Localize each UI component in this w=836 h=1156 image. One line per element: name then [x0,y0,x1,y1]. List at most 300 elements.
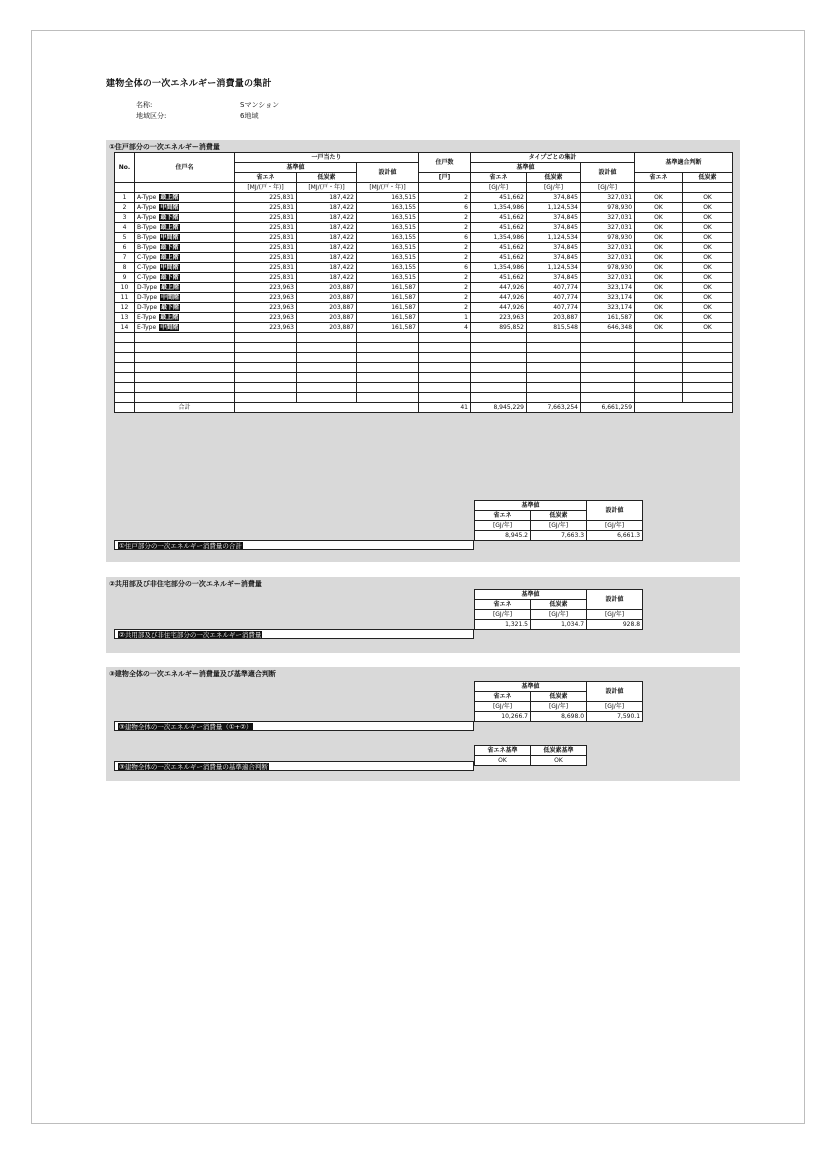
row-position: 最上階 [160,224,179,231]
unit-label: [MJ/(戸・年)] [357,183,419,193]
row-judge-saene: OK [635,203,683,213]
row-judge-teitanso: OK [683,193,733,203]
blank-cell [235,403,419,413]
row-judge-saene: OK [635,213,683,223]
blank-cell [635,363,683,373]
row-count: 2 [419,223,471,233]
blank-cell [419,353,471,363]
row-type: A-Type [137,214,157,221]
row-no: 9 [115,273,135,283]
row-judge-teitanso: OK [683,253,733,263]
hdr-teitanso: 低炭素 [531,600,587,610]
blank-cell [419,383,471,393]
row-unit-name [135,323,235,333]
row-judge-teitanso: OK [683,293,733,303]
blank-cell [527,393,581,403]
col-judge-teitanso: 低炭素 [683,173,733,183]
col-count-unit: [戸] [419,173,471,183]
judge-label [114,761,474,771]
row-count: 2 [419,283,471,293]
row-std-teitanso: 187,422 [297,223,357,233]
empty-row [115,373,733,383]
blank-cell [471,333,527,343]
row-std-teitanso: 203,887 [297,303,357,313]
row-position: 最下階 [160,274,179,281]
row-total-design: 161,587 [581,313,635,323]
row-judge-saene: OK [635,233,683,243]
row-std-saene: 225,831 [235,273,297,283]
col-type-total: タイプごとの集計 [471,153,635,163]
row-judge-saene: OK [635,193,683,203]
row-judge-saene: OK [635,283,683,293]
row-total-teitanso: 407,774 [527,283,581,293]
blank-cell [471,363,527,373]
common-teitanso: 1,034.7 [531,620,587,630]
blank-cell [115,393,135,403]
blank-cell [235,383,297,393]
row-judge-saene: OK [635,293,683,303]
col-design: 設計値 [357,163,419,183]
row-count: 2 [419,213,471,223]
row-total-teitanso: 374,845 [527,273,581,283]
row-total-teitanso: 374,845 [527,213,581,223]
row-no: 13 [115,313,135,323]
row-no: 2 [115,203,135,213]
row-no: 7 [115,253,135,263]
table-row [115,273,733,283]
row-total-teitanso: 1,124,534 [527,263,581,273]
blank-cell [635,353,683,363]
blank-cell [297,383,357,393]
blank-cell [527,383,581,393]
hdr-standard: 基準値 [475,590,587,600]
table-row [115,193,733,203]
row-design: 163,515 [357,223,419,233]
empty-row [115,363,733,373]
row-total-saene: 447,926 [471,293,527,303]
row-std-teitanso: 203,887 [297,323,357,333]
blank-cell [635,403,733,413]
unit-label: [GJ/年] [581,183,635,193]
hdr-design: 設計値 [587,501,643,521]
judge-saene: OK [475,756,531,766]
table-row [115,303,733,313]
row-no: 8 [115,263,135,273]
row-no: 12 [115,303,135,313]
total-row [115,403,733,413]
blank-cell [115,353,135,363]
hdr-teitanso: 低炭素 [531,511,587,521]
row-total-saene: 451,662 [471,253,527,263]
summary-design: 6,661.3 [587,531,643,541]
row-judge-teitanso: OK [683,303,733,313]
row-type: B-Type [137,234,157,241]
col-design: 設計値 [581,163,635,183]
row-position: 最上階 [160,314,179,321]
row-no: 5 [115,233,135,243]
row-total-saene: 1,354,986 [471,203,527,213]
blank-cell [471,353,527,363]
row-total-teitanso: 374,845 [527,253,581,263]
row-count: 2 [419,303,471,313]
common-saene: 1,321.5 [475,620,531,630]
hdr-standard: 基準値 [475,682,587,692]
row-total-saene: 451,662 [471,193,527,203]
table-row [115,223,733,233]
summary-label [114,540,474,550]
row-count: 6 [419,263,471,273]
blank-cell [235,343,297,353]
hdr-saene: 省エネ [475,511,531,521]
row-std-saene: 225,831 [235,193,297,203]
row-total-saene: 895,852 [471,323,527,333]
hdr-unit: [GJ/年] [531,521,587,531]
hdr-unit: [GJ/年] [587,702,643,712]
blank-cell [115,343,135,353]
row-std-saene: 223,963 [235,303,297,313]
row-no: 11 [115,293,135,303]
blank-cell [357,333,419,343]
blank-cell [135,373,235,383]
blank-cell [235,353,297,363]
blank-cell [581,333,635,343]
row-std-saene: 225,831 [235,213,297,223]
summary-saene: 8,945.2 [475,531,531,541]
document-title: 建物全体の一次エネルギー消費量の集計 [106,79,272,89]
blank-cell [135,383,235,393]
blank-cell [357,373,419,383]
row-total-saene: 1,354,986 [471,233,527,243]
hdr-teitanso: 低炭素 [531,692,587,702]
row-total-design: 323,174 [581,293,635,303]
row-type: D-Type [137,304,158,311]
section-title: ①住戸部分の一次エネルギー消費量 [109,143,220,151]
row-design: 163,515 [357,243,419,253]
blank-cell [135,343,235,353]
row-total-teitanso: 203,887 [527,313,581,323]
row-judge-saene: OK [635,223,683,233]
blank-cell [419,393,471,403]
row-unit-name [135,243,235,253]
row-design: 161,587 [357,283,419,293]
blank-cell [115,333,135,343]
table-row [115,203,733,213]
hdr-unit: [GJ/年] [587,521,643,531]
building-label [114,721,474,731]
row-total-teitanso: 407,774 [527,303,581,313]
blank-cell [471,393,527,403]
col-no: No. [115,153,135,183]
row-std-teitanso: 187,422 [297,213,357,223]
row-type: D-Type [137,294,158,301]
blank-cell [419,333,471,343]
judge-hdr-teitanso: 低炭素基準 [531,746,587,756]
blank-cell [683,393,733,403]
section-title: ②共用部及び非住宅部分の一次エネルギー消費量 [109,580,262,588]
meta-key: 地域区分: [136,112,167,120]
unit-label: [GJ/年] [471,183,527,193]
row-std-saene: 225,831 [235,263,297,273]
blank-cell [635,383,683,393]
row-position: 最下階 [160,214,179,221]
row-judge-saene: OK [635,323,683,333]
row-count: 2 [419,193,471,203]
col-unit-name: 住戸名 [135,153,235,183]
row-total-saene: 1,354,986 [471,263,527,273]
blank-cell [635,393,683,403]
row-total-saene: 447,926 [471,283,527,293]
row-unit-name [135,313,235,323]
row-count: 2 [419,293,471,303]
col-saene: 省エネ [471,173,527,183]
row-type: E-Type [137,324,157,331]
row-total-teitanso: 374,845 [527,243,581,253]
col-saene: 省エネ [235,173,297,183]
row-std-teitanso: 187,422 [297,233,357,243]
row-position: 最下階 [160,244,179,251]
row-design: 163,155 [357,233,419,243]
building-saene: 10,266.7 [475,712,531,722]
col-per-unit: 一戸当たり [235,153,419,163]
meta-value: Sマンション [240,101,280,109]
row-total-teitanso: 1,124,534 [527,203,581,213]
hdr-unit: [GJ/年] [475,610,531,620]
blank-cell [135,333,235,343]
row-std-teitanso: 187,422 [297,193,357,203]
row-count: 1 [419,313,471,323]
row-judge-saene: OK [635,243,683,253]
row-judge-teitanso: OK [683,223,733,233]
judge-teitanso: OK [531,756,587,766]
row-design: 163,515 [357,213,419,223]
hdr-saene: 省エネ [475,692,531,702]
row-std-saene: 223,963 [235,283,297,293]
row-total-teitanso: 1,124,534 [527,233,581,243]
blank-cell [581,353,635,363]
blank-cell [357,353,419,363]
blank-cell [115,383,135,393]
row-total-design: 327,031 [581,193,635,203]
hdr-unit: [GJ/年] [587,610,643,620]
row-judge-saene: OK [635,313,683,323]
blank-cell [297,363,357,373]
row-std-saene: 225,831 [235,253,297,263]
judge-label-text: ③建物全体の一次エネルギー消費量の基準適合判断 [119,763,268,771]
table-row [115,213,733,223]
section-title: ③建物全体の一次エネルギー消費量及び基準適合判断 [109,670,276,678]
row-type: A-Type [137,194,157,201]
row-design: 163,155 [357,203,419,213]
empty-row [115,343,733,353]
row-unit-name [135,233,235,243]
col-teitanso: 低炭素 [527,173,581,183]
blank-cell [135,183,235,193]
blank-cell [527,363,581,373]
common-label-text: ②共用部及び非住宅部分の一次エネルギー消費量 [119,631,262,639]
row-std-teitanso: 187,422 [297,253,357,263]
row-type: B-Type [137,224,157,231]
total-label: 合計 [135,403,235,413]
empty-row [115,333,733,343]
row-total-saene: 451,662 [471,213,527,223]
blank-cell [527,343,581,353]
meta-key: 名称: [136,101,153,109]
blank-cell [683,363,733,373]
row-judge-teitanso: OK [683,313,733,323]
blank-cell [115,363,135,373]
row-judge-teitanso: OK [683,263,733,273]
row-total-saene: 451,662 [471,243,527,253]
unit-label: [GJ/年] [527,183,581,193]
blank-cell [357,383,419,393]
blank-cell [581,393,635,403]
row-std-teitanso: 203,887 [297,293,357,303]
row-total-saene: 447,926 [471,303,527,313]
row-no: 3 [115,213,135,223]
row-position: 中間階 [161,294,180,301]
row-no: 1 [115,193,135,203]
section-units [106,140,740,562]
blank-cell [527,373,581,383]
blank-cell [683,383,733,393]
row-judge-saene: OK [635,303,683,313]
blank-cell [419,363,471,373]
row-position: 最上階 [160,194,179,201]
meta-row-name [136,100,279,111]
row-unit-name [135,193,235,203]
row-std-saene: 223,963 [235,293,297,303]
row-unit-name [135,283,235,293]
row-design: 163,155 [357,263,419,273]
row-total-design: 327,031 [581,223,635,233]
hdr-design: 設計値 [587,590,643,610]
table-row [115,313,733,323]
blank-cell [419,343,471,353]
row-judge-teitanso: OK [683,213,733,223]
row-unit-name [135,223,235,233]
blank-cell [297,333,357,343]
blank-cell [235,363,297,373]
blank-cell [115,403,135,413]
meta-value: 6地域 [240,112,259,120]
row-no: 4 [115,223,135,233]
summary-teitanso: 7,663.3 [531,531,587,541]
table-row [115,233,733,243]
row-no: 14 [115,323,135,333]
table-row [115,283,733,293]
empty-row [115,393,733,403]
row-std-saene: 223,963 [235,323,297,333]
row-type: E-Type [137,314,157,321]
common-design: 928.8 [587,620,643,630]
row-judge-teitanso: OK [683,323,733,333]
blank-cell [297,373,357,383]
table-row [115,243,733,253]
row-std-teitanso: 187,422 [297,243,357,253]
blank-cell [235,333,297,343]
blank-cell [581,363,635,373]
row-std-teitanso: 187,422 [297,263,357,273]
blank-cell [297,343,357,353]
blank-cell [471,383,527,393]
col-standard: 基準値 [235,163,357,173]
document-meta [136,100,279,122]
row-std-teitanso: 187,422 [297,203,357,213]
row-no: 10 [115,283,135,293]
blank-cell [135,363,235,373]
total-saene: 8,945,229 [471,403,527,413]
row-judge-teitanso: OK [683,283,733,293]
row-unit-name [135,253,235,263]
row-unit-name [135,303,235,313]
blank-cell [581,383,635,393]
blank-cell [581,373,635,383]
blank-cell [115,183,135,193]
row-total-design: 327,031 [581,253,635,263]
row-type: C-Type [137,264,157,271]
col-standard: 基準値 [471,163,581,173]
row-total-saene: 451,662 [471,273,527,283]
row-type: C-Type [137,274,157,281]
blank-cell [683,183,733,193]
blank-cell [683,343,733,353]
building-table [474,681,643,722]
row-total-teitanso: 374,845 [527,223,581,233]
blank-cell [419,373,471,383]
row-position: 中間階 [160,204,179,211]
row-total-saene: 223,963 [471,313,527,323]
total-teitanso: 7,663,254 [527,403,581,413]
row-total-design: 978,930 [581,203,635,213]
hdr-unit: [GJ/年] [531,610,587,620]
table-row [115,293,733,303]
empty-row [115,383,733,393]
row-design: 161,587 [357,303,419,313]
empty-row [115,353,733,363]
row-type: D-Type [137,284,158,291]
row-std-teitanso: 187,422 [297,273,357,283]
blank-cell [235,373,297,383]
blank-cell [235,393,297,403]
row-type: B-Type [137,244,157,251]
hdr-saene: 省エネ [475,600,531,610]
row-position: 中間階 [160,234,179,241]
blank-cell [527,333,581,343]
unit-label: [MJ/(戸・年)] [235,183,297,193]
row-count: 2 [419,243,471,253]
row-design: 161,587 [357,293,419,303]
row-std-saene: 225,831 [235,203,297,213]
row-judge-teitanso: OK [683,233,733,243]
row-unit-name [135,293,235,303]
blank-cell [683,333,733,343]
row-design: 161,587 [357,323,419,333]
row-std-saene: 225,831 [235,243,297,253]
blank-cell [581,343,635,353]
table-row [115,253,733,263]
summary-header-table [474,500,643,541]
row-total-design: 978,930 [581,233,635,243]
total-design: 6,661,259 [581,403,635,413]
row-total-design: 323,174 [581,283,635,293]
row-count: 2 [419,253,471,263]
row-design: 161,587 [357,313,419,323]
row-type: C-Type [137,254,157,261]
row-count: 2 [419,273,471,283]
blank-cell [683,353,733,363]
row-judge-teitanso: OK [683,203,733,213]
row-total-design: 327,031 [581,273,635,283]
